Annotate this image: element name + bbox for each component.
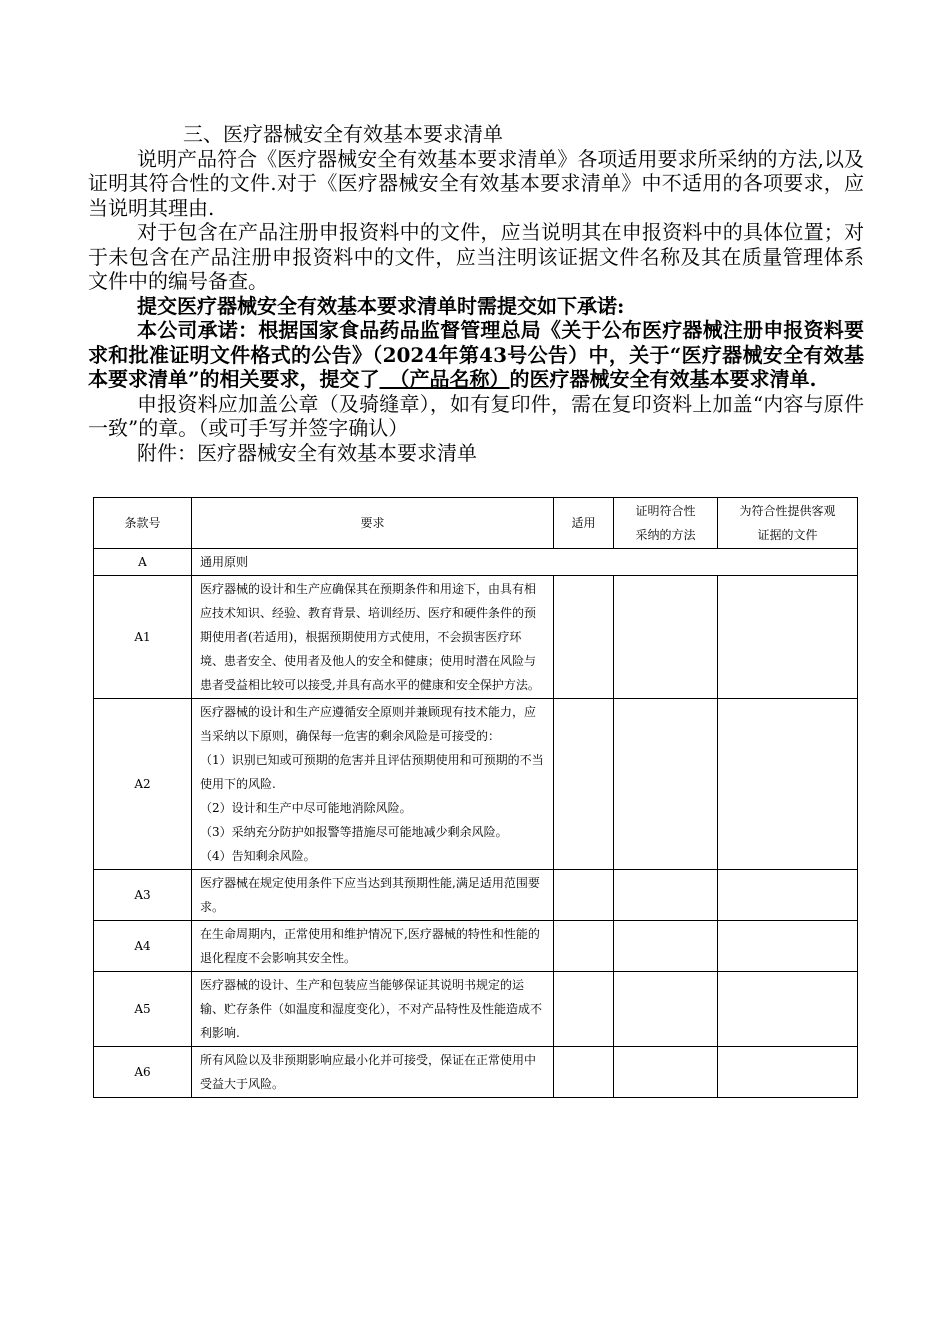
row-requirement: 所有风险以及非预期影响应最小化并可接受，保证在正常使用中受益大于风险。 bbox=[192, 1047, 554, 1098]
row-code: A5 bbox=[94, 972, 192, 1047]
method-cell[interactable] bbox=[614, 870, 718, 921]
header-method-line1: 证明符合性 bbox=[635, 504, 696, 518]
applicable-cell[interactable] bbox=[554, 870, 614, 921]
commitment-heading: 提交医疗器械安全有效基本要求清单时需提交如下承诺: bbox=[137, 293, 625, 318]
evidence-cell[interactable] bbox=[718, 1047, 858, 1098]
paragraph-2: 对于包含在产品注册申报资料中的文件，应当说明其在申报资料中的具体位置；对于未包含在产品注册申报资料中的文件，应当注明该证据文件名称及其在质量管理体系文件中的编号备查。 bbox=[88, 220, 864, 293]
attachment-label: 附件：医疗器械安全有效基本要求清单 bbox=[137, 440, 477, 465]
commitment-text: 本公司承诺：根据国家食品药品监督管理总局《关于公布医疗器械注册申报资料要求和批准证明文件格式的公告》（2024年第43号公告）中，关于“医疗器械安全有效基本要求清单”的相关要求，提交了 bbox=[88, 318, 864, 391]
table-row bbox=[94, 921, 858, 972]
table-row bbox=[94, 870, 858, 921]
evidence-cell[interactable] bbox=[718, 576, 858, 699]
applicable-cell[interactable] bbox=[554, 921, 614, 972]
row-code: A6 bbox=[94, 1047, 192, 1098]
header-evidence-line2: 证据的文件 bbox=[757, 528, 818, 542]
requirement-line: （4）告知剩余风险。 bbox=[200, 849, 316, 863]
requirement-line: （3）采纳充分防护如报警等措施尽可能地减少剩余风险。 bbox=[200, 825, 508, 839]
table-row bbox=[94, 972, 858, 1047]
row-requirement: 医疗器械在规定使用条件下应当达到其预期性能,满足适用范围要求。 bbox=[192, 870, 554, 921]
product-name-blank: （产品名称） bbox=[379, 367, 510, 391]
row-code: A2 bbox=[94, 699, 192, 870]
applicable-cell[interactable] bbox=[554, 699, 614, 870]
header-code: 条款号 bbox=[94, 498, 192, 549]
row-requirement: 通用原则 bbox=[192, 549, 858, 576]
method-cell[interactable] bbox=[614, 1047, 718, 1098]
row-code: A4 bbox=[94, 921, 192, 972]
header-applicable: 适用 bbox=[554, 498, 614, 549]
header-method bbox=[614, 498, 718, 549]
intro-section bbox=[88, 122, 864, 465]
row-requirement bbox=[192, 699, 554, 870]
requirement-line: （1）识别已知或可预期的危害并且评估预期使用和可预期的不当使用下的风险. bbox=[200, 753, 544, 791]
method-cell[interactable] bbox=[614, 699, 718, 870]
applicable-cell[interactable] bbox=[554, 1047, 614, 1098]
requirement-line: 医疗器械的设计和生产应遵循安全原则并兼顾现有技术能力，应当采纳以下原则，确保每一危害的剩余风险是可接受的： bbox=[200, 705, 537, 743]
table-row bbox=[94, 576, 858, 699]
row-requirement: 医疗器械的设计和生产应确保其在预期条件和用途下，由具有相应技术知识、经验、教育背景、培训经历、医疗和硬件条件的预期使用者(若适用)，根据预期使用方式使用，不会损害医疗环境、患者安全、使用者及他人的安全和健康；使用时潜在风险与患者受益相比较可以接受,并具有高水平的健康和安全保护方法。 bbox=[192, 576, 554, 699]
seal-note: 申报资料应加盖公章（及骑缝章），如有复印件，需在复印资料上加盖“内容与原件一致”的章。（或可手写并签字确认） bbox=[88, 391, 864, 440]
applicable-cell[interactable] bbox=[554, 576, 614, 699]
requirements-table bbox=[93, 497, 858, 1098]
method-cell[interactable] bbox=[614, 921, 718, 972]
header-evidence-line1: 为符合性提供客观 bbox=[739, 504, 836, 518]
row-code: A bbox=[94, 549, 192, 576]
paragraph-1: 说明产品符合《医疗器械安全有效基本要求清单》各项适用要求所采纳的方法,以及证明其符合性的文件.对于《医疗器械安全有效基本要求清单》中不适用的各项要求，应当说明其理由. bbox=[88, 146, 864, 220]
header-method-line2: 采纳的方法 bbox=[635, 528, 696, 542]
evidence-cell[interactable] bbox=[718, 870, 858, 921]
row-code: A3 bbox=[94, 870, 192, 921]
table-row bbox=[94, 699, 858, 870]
evidence-cell[interactable] bbox=[718, 699, 858, 870]
header-evidence bbox=[718, 498, 858, 549]
method-cell[interactable] bbox=[614, 576, 718, 699]
requirement-line: （2）设计和生产中尽可能地消除风险。 bbox=[200, 801, 412, 815]
commitment-paragraph bbox=[88, 318, 864, 392]
evidence-cell[interactable] bbox=[718, 921, 858, 972]
evidence-cell[interactable] bbox=[718, 972, 858, 1047]
commitment-tail: 的医疗器械安全有效基本要求清单. bbox=[509, 367, 817, 391]
applicable-cell[interactable] bbox=[554, 972, 614, 1047]
section-title: 三、医疗器械安全有效基本要求清单 bbox=[183, 122, 503, 146]
row-requirement: 医疗器械的设计、生产和包装应当能够保证其说明书规定的运输、贮存条件（如温度和湿度变化），不对产品特性及性能造成不利影响. bbox=[192, 972, 554, 1047]
method-cell[interactable] bbox=[614, 972, 718, 1047]
row-code: A1 bbox=[94, 576, 192, 699]
table-header-row bbox=[94, 498, 858, 549]
table-row bbox=[94, 1047, 858, 1098]
header-requirement: 要求 bbox=[192, 498, 554, 549]
table-row bbox=[94, 549, 858, 576]
row-requirement: 在生命周期内，正常使用和维护情况下,医疗器械的特性和性能的退化程度不会影响其安全性。 bbox=[192, 921, 554, 972]
